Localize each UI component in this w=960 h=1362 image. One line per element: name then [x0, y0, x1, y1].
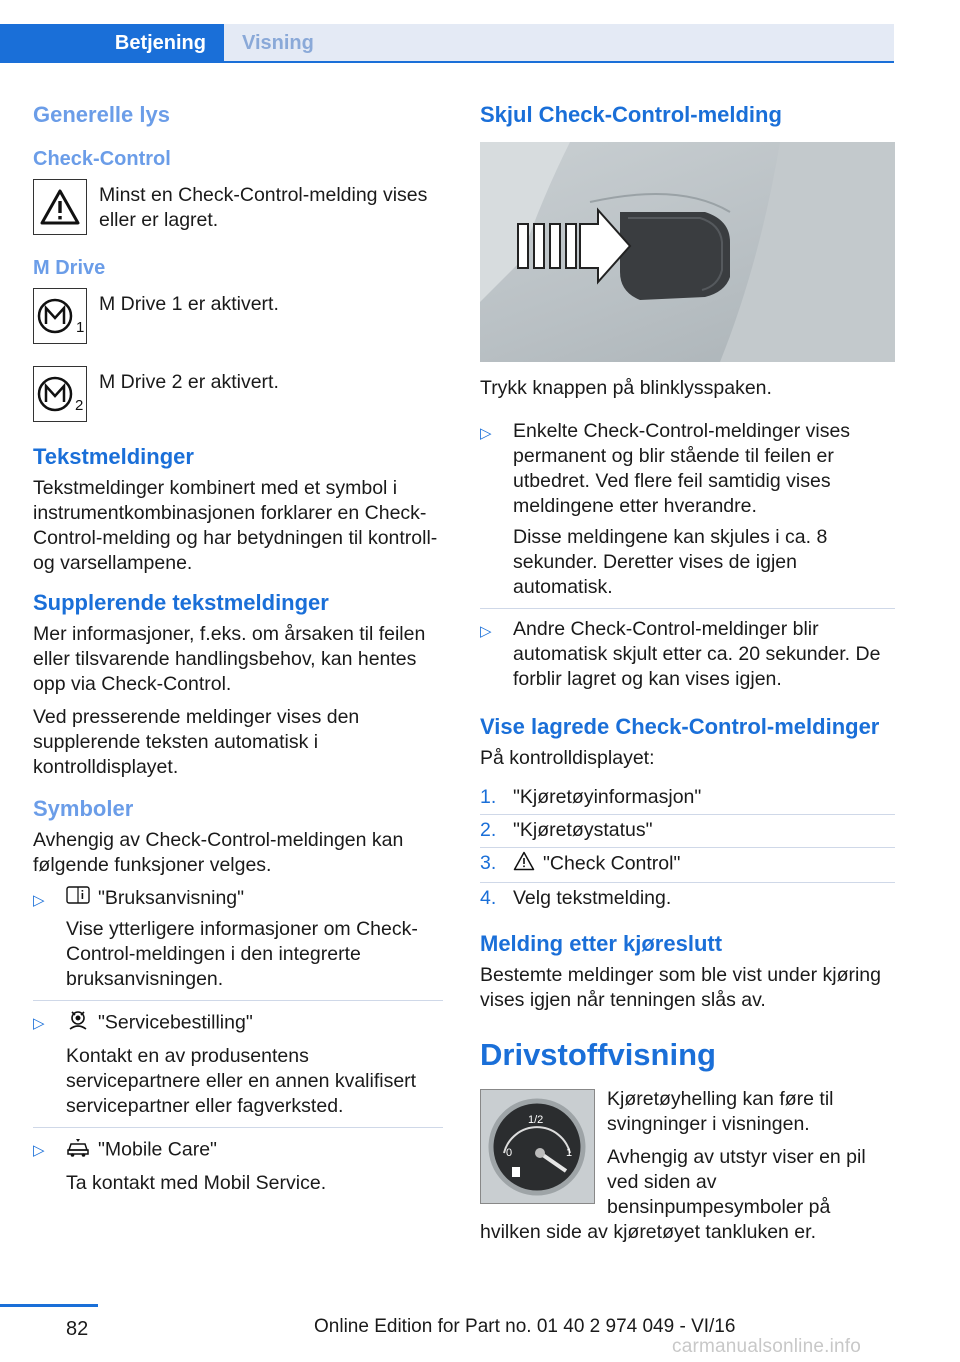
supplerende-p1: Mer informasjoner, f.eks. om årsaken til feilen eller tilsvarende handlingsbehov, kan hentes opp via Check-Control.	[33, 623, 426, 695]
footer-divider	[0, 1304, 98, 1307]
book-icon	[66, 886, 90, 911]
svg-text:0: 0	[506, 1147, 513, 1159]
mobile-care-label: "Mobile Care"	[98, 1139, 217, 1161]
drivstoff-p2: Avhengig av utstyr viser en pil ved siden av bensinpumpesymboler på hvilken side av kjøretøyet tankluken er.	[480, 1146, 866, 1243]
m-drive-2-icon	[33, 366, 87, 422]
svg-text:2: 2	[75, 397, 84, 414]
list-item	[33, 1136, 443, 1204]
skjul-item-1-text: Enkelte Check-Control-meldinger vises permanent og blir stående til feilen er utbedret. Ved flere feil samtidig vises meldingene etter hverandre.	[513, 420, 851, 517]
mobile-care-sub: Ta kontakt med Mobil Service.	[66, 1172, 327, 1195]
footer-edition: Online Edition for Part no. 01 40 2 974 049 - VI/16	[314, 1316, 736, 1337]
section-title-drivstoff: Drivstoffvisning	[480, 1037, 716, 1072]
section-title-symboler: Symboler	[33, 796, 134, 821]
tekstmeldinger-text: Tekstmeldinger kombinert med et symbol i instrumentkombinasjonen forklarer en Check-Control-melding og har betydningen til kontroll- og varsellampene.	[33, 477, 438, 574]
subsection-title-m-drive: M Drive	[33, 257, 106, 279]
warning-triangle-icon	[513, 851, 535, 878]
list-item	[33, 886, 443, 1001]
skjul-item-1-sub: Disse meldingene kan skjules i ca. 8 sekunder. Deretter vises de igjen automatisk.	[513, 526, 828, 598]
bruksanvisning-sub: Vise ytterligere informasjoner om Check-Control-meldingen i den integrerte bruksanvisningen.	[66, 918, 418, 991]
svg-text:1/2: 1/2	[528, 1114, 544, 1126]
check-control-row	[33, 179, 443, 235]
turn-signal-lever-image	[480, 142, 895, 362]
melding-etter-text: Bestemte meldinger som ble vist under kjøring vises igjen når tenningen slås av.	[480, 964, 881, 1011]
warning-triangle-icon	[33, 179, 87, 235]
servicebestilling-sub: Kontakt en av produsentens servicepartnere eller en annen kvalifisert servicepartner eller fagverksted.	[66, 1045, 417, 1118]
left-column	[33, 100, 443, 1214]
watermark: carmanualsonline.info	[672, 1336, 862, 1357]
section-title-generelle-lys: Generelle lys	[33, 102, 170, 127]
m-drive-1-row	[33, 288, 443, 344]
bruksanvisning-label: "Bruksanvisning"	[98, 887, 245, 909]
list-item: 2. "Kjøretøystatus"	[480, 818, 895, 848]
triangle-bullet-icon: ▷	[33, 892, 45, 909]
service-icon	[66, 1009, 90, 1038]
list-item: 1. "Kjøretøyinformasjon"	[480, 785, 895, 815]
section-title-skjul: Skjul Check-Control-melding	[480, 102, 782, 127]
skjul-item-2-text: Andre Check-Control-meldinger blir automatisk skjult etter ca. 20 sekunder. De forblir lagret og kan vises igjen.	[513, 618, 881, 690]
list-item: 4. Velg tekstmelding.	[480, 887, 672, 909]
page-header	[0, 0, 960, 64]
supplerende-p2: Ved presserende meldinger vises den supplerende teksten automatisk i kontrolldisplayet.	[33, 706, 360, 778]
triangle-bullet-icon: ▷	[480, 425, 492, 442]
m-drive-1-text: M Drive 1 er aktivert.	[99, 293, 279, 315]
right-column	[480, 100, 895, 1253]
svg-text:1: 1	[76, 319, 85, 336]
mobile-care-icon	[66, 1136, 90, 1165]
drivstoff-block	[480, 1087, 895, 1245]
section-title-supplerende: Supplerende tekstmeldinger	[33, 590, 329, 615]
list-item: 3. "Check Control"	[480, 851, 895, 883]
tab-betjening[interactable]: Betjening	[0, 24, 224, 62]
triangle-bullet-icon: ▷	[33, 1015, 45, 1033]
section-title-tekstmeldinger: Tekstmeldinger	[33, 444, 194, 469]
vise-lagrede-intro: På kontrolldisplayet:	[480, 747, 655, 769]
servicebestilling-label: "Servicebestilling"	[98, 1012, 253, 1034]
triangle-bullet-icon: ▷	[33, 1142, 45, 1160]
list-item	[480, 617, 895, 700]
triangle-bullet-icon: ▷	[480, 623, 492, 640]
section-title-vise-lagrede: Vise lagrede Check-Control-meldinger	[480, 714, 880, 739]
m-drive-1-icon	[33, 288, 87, 344]
m-drive-2-row	[33, 366, 443, 422]
tab-visning[interactable]: Visning	[224, 24, 894, 62]
vise-lagrede-steps	[480, 785, 895, 915]
check-control-text: Minst en Check-Control-melding vises eller er lagret.	[99, 184, 428, 231]
header-divider	[0, 61, 894, 63]
fuel-gauge-image	[480, 1089, 595, 1204]
symboler-text: Avhengig av Check-Control-meldingen kan følgende funksjoner velges.	[33, 829, 404, 876]
svg-text:1: 1	[566, 1147, 573, 1159]
list-item	[33, 1009, 443, 1128]
skjul-list	[480, 419, 895, 700]
subsection-title-check-control: Check-Control	[33, 148, 171, 170]
section-title-melding-etter: Melding etter kjøreslutt	[480, 931, 723, 956]
page-number: 82	[66, 1318, 89, 1340]
m-drive-2-text: M Drive 2 er aktivert.	[99, 371, 279, 393]
skjul-text: Trykk knappen på blinklysspaken.	[480, 377, 772, 399]
symboler-list	[33, 886, 443, 1204]
list-item	[480, 419, 895, 609]
drivstoff-p1: Kjøretøyhelling kan føre til svingninger i visningen.	[607, 1088, 834, 1135]
